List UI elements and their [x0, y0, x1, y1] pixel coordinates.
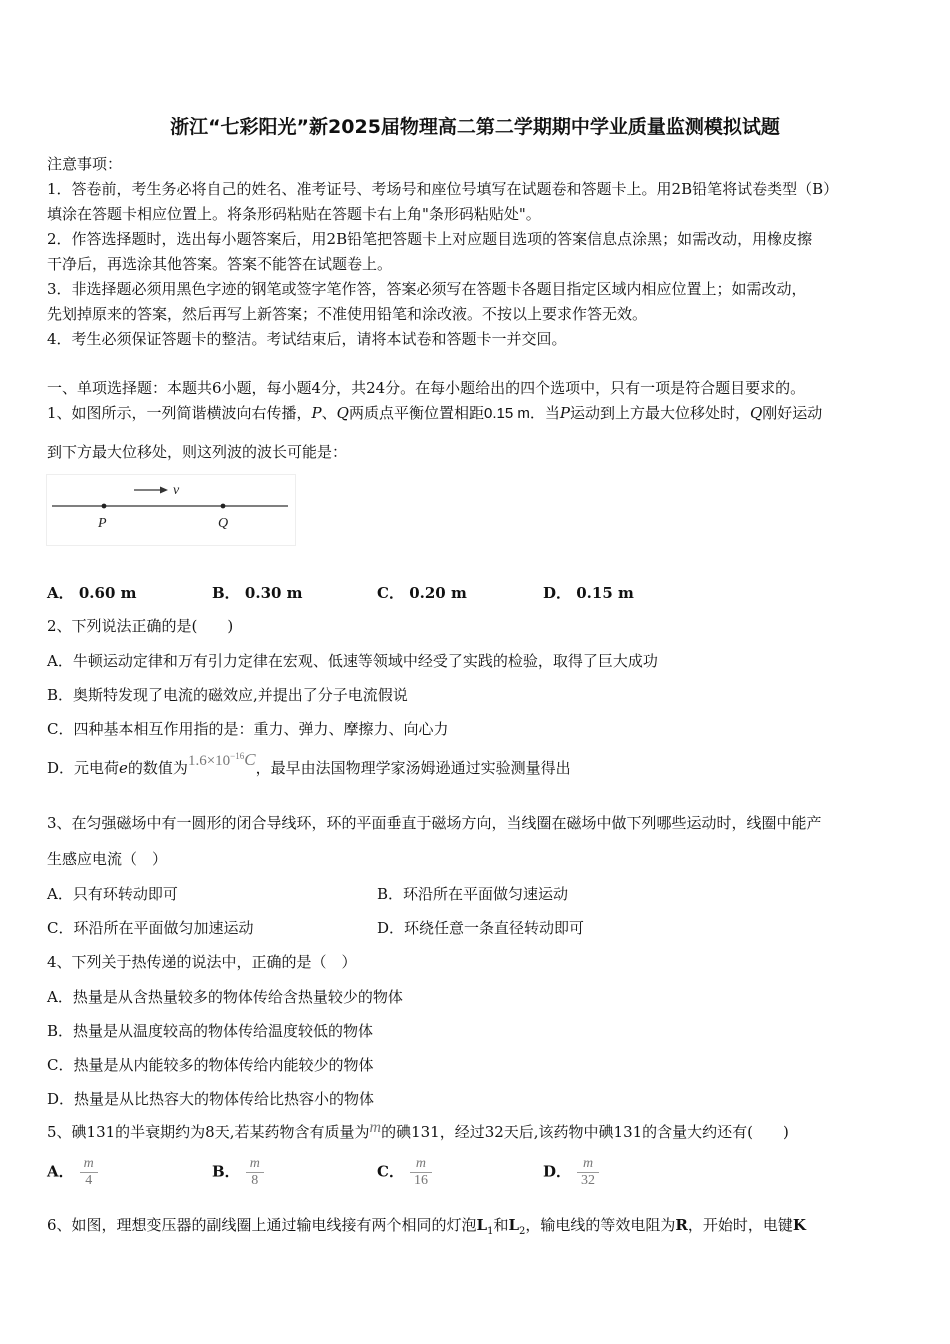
- notice-line-3: 2．作答选择题时，选出每小题答案后，用2B铅笔把答题卡上对应题目选项的答案信息点涂黑；如需改动，用橡皮擦: [47, 230, 813, 248]
- q5-stem: 5、碘131的半衰期约为8天,若某药物含有质量为m的碘131，经过32天后,该药物中碘131的含量大约还有( ): [47, 1119, 789, 1141]
- q6-stem: 6、如图，理想变压器的副线圈上通过输电线接有两个相同的灯泡$L_1$和$L_2$，输电线的等效电阻为R，开始时，电键K: [47, 1216, 806, 1237]
- point-q-label: Q: [218, 516, 229, 531]
- q1-option-c[interactable]: C． 0.20 m: [377, 584, 467, 602]
- q1-option-b[interactable]: B． 0.30 m: [212, 584, 303, 602]
- wave-figure: [46, 474, 296, 546]
- q4-stem: 4、下列关于热传递的说法中，正确的是（ ）: [47, 953, 357, 971]
- q1-option-d[interactable]: D． 0.15 m: [543, 584, 634, 602]
- q2-option-b[interactable]: B．奥斯特发现了电流的磁效应,并提出了分子电流假说: [47, 686, 408, 704]
- section-heading: 一、单项选择题：本题共6小题，每小题4分，共24分。在每小题给出的四个选项中，只有一项是符合题目要求的。: [47, 379, 806, 397]
- notice-line-7: 4．考生必须保证答题卡的整洁。考试结束后，请将本试卷和答题卡一并交回。: [47, 330, 567, 348]
- q4-option-d[interactable]: D．热量是从比热容大的物体传给比热容小的物体: [47, 1090, 375, 1108]
- notice-line-1: 1．答卷前，考生务必将自己的姓名、准考证号、考场号和座位号填写在试题卷和答题卡上。用2B铅笔将试卷类型（B）: [47, 180, 839, 198]
- q3-option-c[interactable]: C．环沿所在平面做匀加速运动: [47, 919, 254, 937]
- q3-option-b[interactable]: B．环沿所在平面做匀速运动: [377, 885, 569, 903]
- q3-stem-line1: 3、在匀强磁场中有一圆形的闭合导线环，环的平面垂直于磁场方向，当线圈在磁场中做下列哪些运动时，线圈中能产: [47, 814, 822, 832]
- q4-option-a[interactable]: A．热量是从含热量较多的物体传给含热量较少的物体: [47, 988, 403, 1006]
- page-title: 浙江“七彩阳光”新2025届物理高二第二学期期中学业质量监测模拟试题: [170, 116, 780, 138]
- notice-line-5: 3．非选择题必须用黑色字迹的钢笔或签字笔作答，答案必须写在答题卡各题目指定区域内相应位置上；如需改动，: [47, 280, 807, 298]
- q3-option-a[interactable]: A．只有环转动即可: [47, 885, 178, 903]
- point-q: [221, 504, 226, 509]
- q4-option-c[interactable]: C．热量是从内能较多的物体传给内能较少的物体: [47, 1056, 374, 1074]
- notice-line-4: 干净后，再选涂其他答案。答案不能答在试题卷上。: [47, 255, 393, 273]
- point-p-label: P: [98, 516, 107, 531]
- q1-stem-line2: 到下方最大位移处，则这列波的波长可能是：: [47, 443, 348, 461]
- q2-option-c[interactable]: C．四种基本相互作用指的是：重力、弹力、摩擦力、向心力: [47, 720, 449, 738]
- q5-option-b[interactable]: B． $\frac{m}{8}$: [212, 1156, 264, 1189]
- q2-option-d[interactable]: D．元电荷e的数值为$1.6\times 10^{-16}C$，最早由法国物理学家汤姆逊通过实验测量得出: [47, 750, 571, 777]
- q5-option-d[interactable]: D． $\frac{m}{32}$: [543, 1156, 599, 1189]
- q3-stem-line2: 生感应电流（ ）: [47, 850, 168, 868]
- point-p: [102, 504, 107, 509]
- q5-option-c[interactable]: C． $\frac{m}{16}$: [377, 1156, 432, 1189]
- q2-stem: 2、下列说法正确的是( ): [47, 617, 234, 635]
- q1-option-a[interactable]: A． 0.60 m: [47, 584, 137, 602]
- notice-line-2: 填涂在答题卡相应位置上。将条形码粘贴在答题卡右上角"条形码粘贴处"。: [47, 205, 541, 223]
- q2-option-a[interactable]: A．牛顿运动定律和万有引力定律在宏观、低速等领域中经受了实践的检验，取得了巨大成功: [47, 652, 658, 670]
- velocity-label: v: [173, 483, 180, 498]
- q1-stem-line1: 1、如图所示，一列简谐横波向右传播，P、Q两质点平衡位置相距0.15 m．当P运动到上方最大位移处时，Q刚好运动: [47, 404, 823, 422]
- q3-option-d[interactable]: D．环绕任意一条直径转动即可: [377, 919, 585, 937]
- q5-option-a[interactable]: A． $\frac{m}{4}$: [47, 1156, 98, 1189]
- notice-heading: 注意事项：: [47, 155, 123, 173]
- q4-option-b[interactable]: B．热量是从温度较高的物体传给温度较低的物体: [47, 1022, 374, 1040]
- notice-line-6: 先划掉原来的答案，然后再写上新答案；不准使用铅笔和涂改液。不按以上要求作答无效。: [47, 305, 648, 323]
